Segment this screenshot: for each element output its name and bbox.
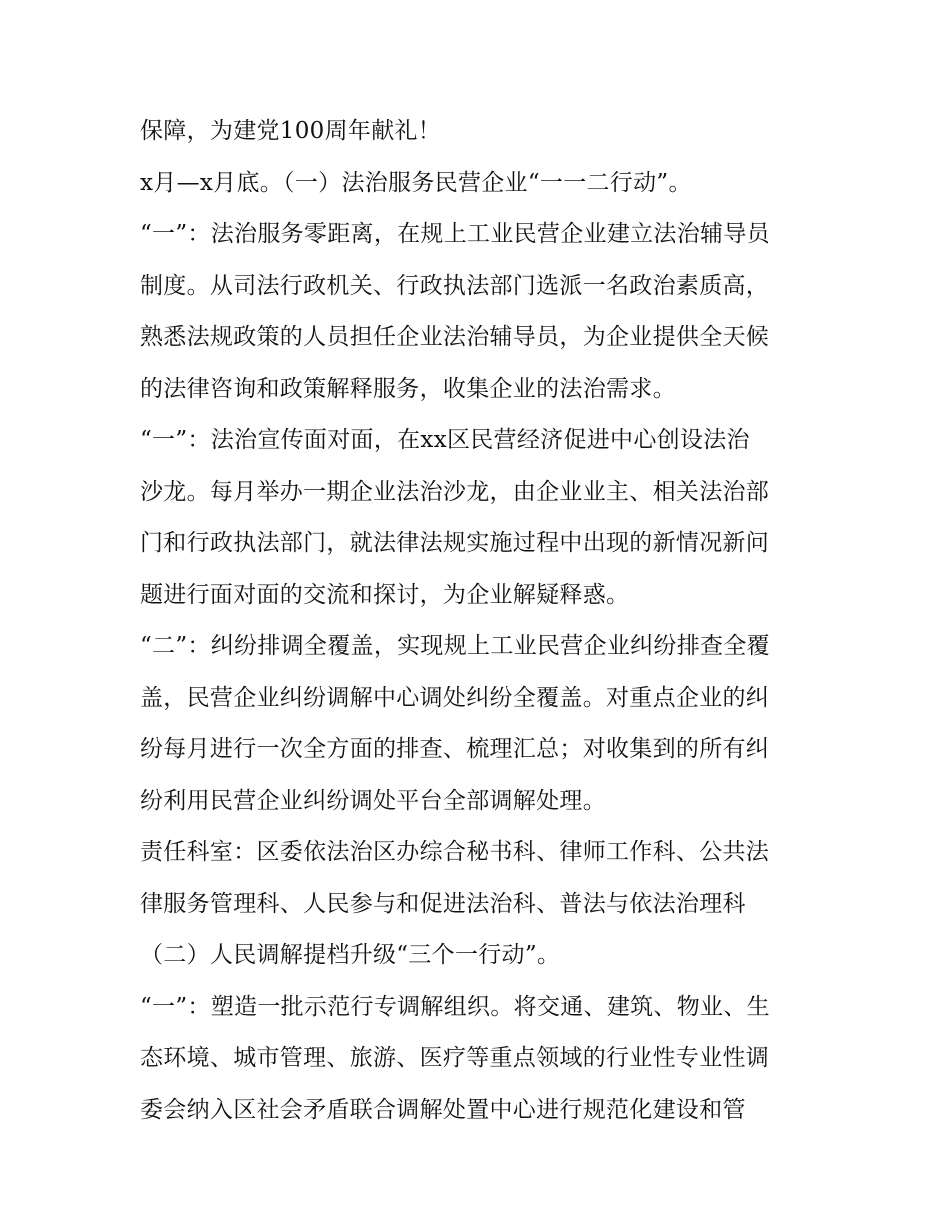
text-line: 题进行面对面的交流和探讨，为企业解疑释惑。 [140,581,630,608]
text-line: 制度。从司法行政机关、行政执法部门选派一名政治素质高， [140,272,770,299]
text-line: “二”：纠纷排调全覆盖，实现规上工业民营企业纠纷排查全覆 [140,633,770,659]
text-line: 态环境、城市管理、旅游、医疗等重点领域的行业性专业性调 [140,1045,770,1071]
text-line: 委会纳入区社会矛盾联合调解处置中心进行规范化建设和管 [140,1096,746,1123]
text-line: 门和行政执法部门，就法律法规实施过程中出现的新情况新问 [140,530,770,556]
text-line: 律服务管理科、人民参与和促进法治科、普法与依法治理科 [140,890,746,917]
text-line: “一”：法治服务零距离，在规上工业民营企业建立法治辅导员 [140,221,770,247]
text-line: x月—x月底。（一）法治服务民营企业“一一二行动”。 [140,169,692,196]
text-line: “一”：法治宣传面对面，在xx区民营经济促进中心创设法治 [140,427,750,453]
text-line: 纷利用民营企业纠纷调处平台全部调解处理。 [140,787,606,814]
text-line: 的法律咨询和政策解释服务，收集企业的法治需求。 [140,375,676,402]
text-line: 熟悉法规政策的人员担任企业法治辅导员，为企业提供全天候 [140,324,770,350]
text-line: 纷每月进行一次全方面的排查、梳理汇总；对收集到的所有纠 [140,736,770,762]
document-body [140,106,820,1136]
text-line: 沙龙。每月举办一期企业法治沙龙，由企业业主、相关法治部 [140,478,770,505]
text-line: 责任科室：区委依法治区办综合秘书科、律师工作科、公共法 [140,839,770,865]
section-heading: （二）人民调解提档升级“三个一行动”。 [140,942,561,968]
text-line: 盖，民营企业纠纷调解中心调处纠纷全覆盖。对重点企业的纠 [140,684,770,711]
text-line: 保障，为建党100周年献礼！ [140,118,442,144]
text-line: “一”：塑造一批示范行专调解组织。将交通、建筑、物业、生 [140,993,770,1020]
